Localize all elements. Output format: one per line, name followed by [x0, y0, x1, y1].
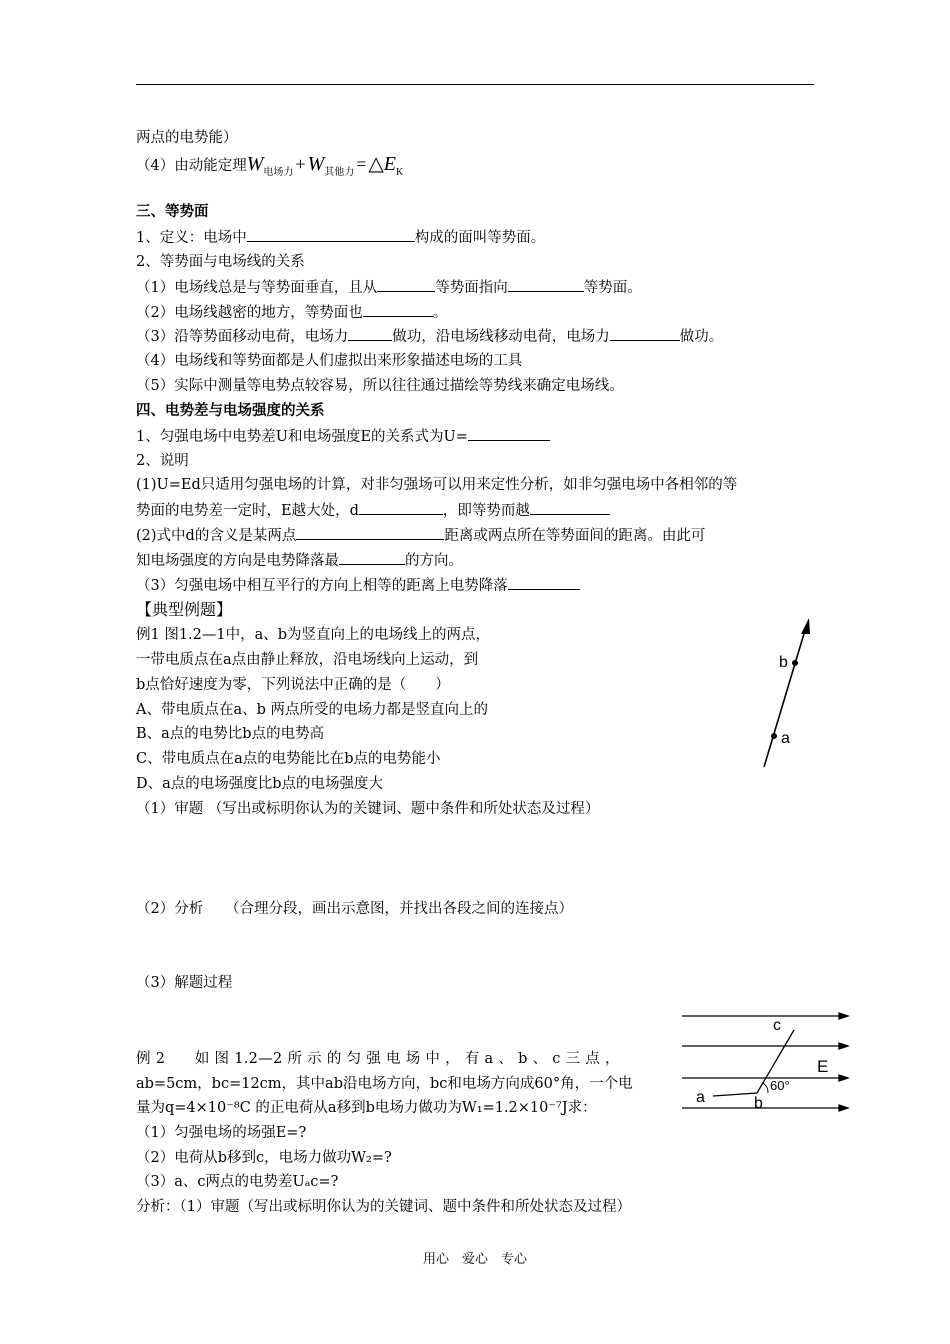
formula-sub-other: 其他力	[324, 167, 355, 178]
fill-blank[interactable]	[468, 426, 550, 441]
point-line-2	[136, 302, 447, 323]
option-d: D、a点的电场强度比b点的电场强度大	[136, 776, 384, 792]
label-a: a	[696, 1089, 705, 1106]
fill-blank[interactable]	[359, 500, 443, 515]
fill-blank[interactable]	[508, 575, 580, 590]
arrow-head-icon	[839, 1043, 848, 1049]
arrow-head-icon	[839, 1105, 848, 1111]
text-part: （3）沿等势面移动电荷，电场力	[136, 329, 349, 345]
formula-delta: △	[368, 153, 384, 175]
text-line: （5）实际中测量等电势点较容易，所以往往通过描绘等势线来确定电场线。	[136, 378, 624, 394]
text-line: 两点的电势能）	[136, 130, 238, 146]
example2-line: 例 2 如 图 1.2—2 所 示 的 匀 强 电 场 中 ， 有 a 、 b 、 c 三 点 ，	[136, 1051, 620, 1067]
text-part: （2）电场线越密的地方，等势面也	[136, 305, 363, 321]
definition-line	[136, 227, 545, 248]
text-part: 的方向。	[405, 553, 463, 569]
text-line: 2、等势面与电场线的关系	[136, 254, 305, 270]
page-footer: 用心 爱心 专心	[422, 1252, 527, 1267]
example2-question: （3）a、c两点的电势差Uₐc=?	[136, 1174, 339, 1190]
formula-w2: W	[307, 153, 325, 175]
text-part: 知电场强度的方向是电势降落最	[136, 553, 339, 569]
text-part: 做功，沿电场线移动电荷，电场力	[392, 329, 610, 345]
point-line-1	[136, 277, 642, 298]
formula-w: W	[246, 153, 264, 175]
text-part: 1、匀强电场中电势差U和电场强度E的关系式为U=	[136, 429, 468, 445]
example1-line: 一带电质点在a点由静止释放，沿电场线向上运动，到	[136, 652, 479, 668]
text-line: (1)U=Ed只适用匀强电场的计算，对非匀强场可以用来定性分析，如非匀强电场中各相邻的等	[136, 477, 738, 493]
text-part: (2)式中d的含义是某两点	[136, 528, 297, 544]
text-part: 构成的面叫等势面。	[414, 230, 546, 246]
label-e: E	[817, 1057, 829, 1076]
fill-blank[interactable]	[296, 525, 444, 540]
arrow-head-icon	[801, 618, 810, 634]
header-rule	[136, 84, 814, 85]
point-a	[771, 733, 777, 739]
label-b: b	[754, 1095, 763, 1112]
example2-question: （1）匀强电场的场强E=?	[136, 1125, 307, 1141]
fill-blank[interactable]	[363, 302, 433, 317]
formula-eq: =	[356, 154, 367, 174]
text-line	[136, 525, 705, 546]
label-b: b	[779, 654, 788, 671]
fill-blank[interactable]	[339, 550, 405, 565]
text-part: 。	[432, 305, 448, 321]
fill-blank[interactable]	[348, 326, 392, 341]
section-heading-equipotential: 三、等势面	[136, 203, 209, 220]
option-b: B、a点的电势比b点的电势高	[136, 726, 325, 742]
example2-question: （2）电荷从b移到c，电场力做功W₂=?	[136, 1150, 392, 1166]
formula-line	[136, 426, 550, 447]
point-b	[792, 660, 798, 666]
arrow-head-icon	[839, 1075, 848, 1081]
text-line	[136, 550, 463, 571]
label-angle: 60°	[770, 1078, 790, 1093]
formula-e: E	[383, 153, 396, 175]
option-a: A、带电质点在a、b 两点所受的电场力都是竖直向上的	[136, 702, 489, 718]
text-part: ，即等势而越	[442, 503, 530, 519]
text-part: 1、定义：电场中	[136, 230, 247, 246]
text-part: 等势面指向	[435, 280, 508, 296]
text-line: （4）电场线和等势面都是人们虚拟出来形象描述电场的工具	[136, 353, 523, 369]
question-step: （2）分析 （合理分段，画出示意图，并找出各段之间的连接点）	[136, 901, 573, 917]
option-c: C、带电质点在a点的电势能比在b点的电势能小	[136, 751, 441, 767]
text-line: 2、说明	[136, 453, 189, 469]
text-part: 等势面。	[583, 280, 642, 296]
question-step: （3）解题过程	[136, 975, 233, 991]
formula-sub-k: K	[396, 167, 404, 178]
section-heading-potential-difference: 四、电势差与电场强度的关系	[136, 402, 325, 419]
example1-line: 例1 图1.2—1中，a、b为竖直向上的电场线上的两点，	[136, 627, 491, 643]
text-line	[136, 500, 610, 521]
figure-2-uniform-field	[676, 1008, 852, 1118]
fill-blank[interactable]	[377, 277, 435, 292]
text-part: 做功。	[679, 329, 724, 345]
text-prefix: （4）由动能定理	[136, 158, 247, 174]
angle-arc	[763, 1083, 768, 1093]
example2-line: ab=5cm，bc=12cm，其中ab沿电场方向，bc和电场方向成60°角，一个电	[136, 1076, 633, 1092]
example2-line: 量为q=4×10⁻⁸C 的正电荷从a移到b电场力做功为W₁=1.2×10⁻⁷J求：	[136, 1100, 597, 1116]
segment-ab	[713, 1093, 757, 1096]
label-a: a	[781, 730, 790, 747]
text-part: （1）电场线总是与等势面垂直，且从	[136, 280, 378, 296]
figure-1-field-line	[750, 610, 830, 775]
example1-line: b点恰好速度为零，下列说法中正确的是（ ）	[136, 677, 450, 693]
arrow-head-icon	[839, 1013, 848, 1019]
text-part: （3）匀强电场中相互平行的方向上相等的距离上电势降落	[136, 578, 508, 594]
question-step: （1）审题 （写出或标明你认为的关键词、题中条件和所处状态及过程）	[136, 801, 600, 817]
label-c: c	[773, 1017, 781, 1034]
formula-sub-field: 电场力	[263, 167, 294, 178]
typical-examples-heading: 【典型例题】	[136, 600, 233, 619]
fill-blank[interactable]	[247, 227, 415, 242]
fill-blank[interactable]	[508, 277, 584, 292]
kinetic-theorem-line	[136, 154, 403, 183]
work-energy-formula	[246, 153, 404, 178]
text-part: 势面的电势差一定时，E越大处，d	[136, 503, 359, 519]
analysis-line: 分析：（1）审题（写出或标明你认为的关键词、题中条件和所处状态及过程）	[136, 1199, 631, 1215]
fill-blank[interactable]	[530, 500, 610, 515]
point-line-3	[136, 326, 723, 347]
text-part: 距离或两点所在等势面间的距离。由此可	[444, 528, 706, 544]
fill-blank[interactable]	[610, 326, 680, 341]
formula-plus: +	[295, 154, 306, 174]
text-line	[136, 575, 580, 596]
